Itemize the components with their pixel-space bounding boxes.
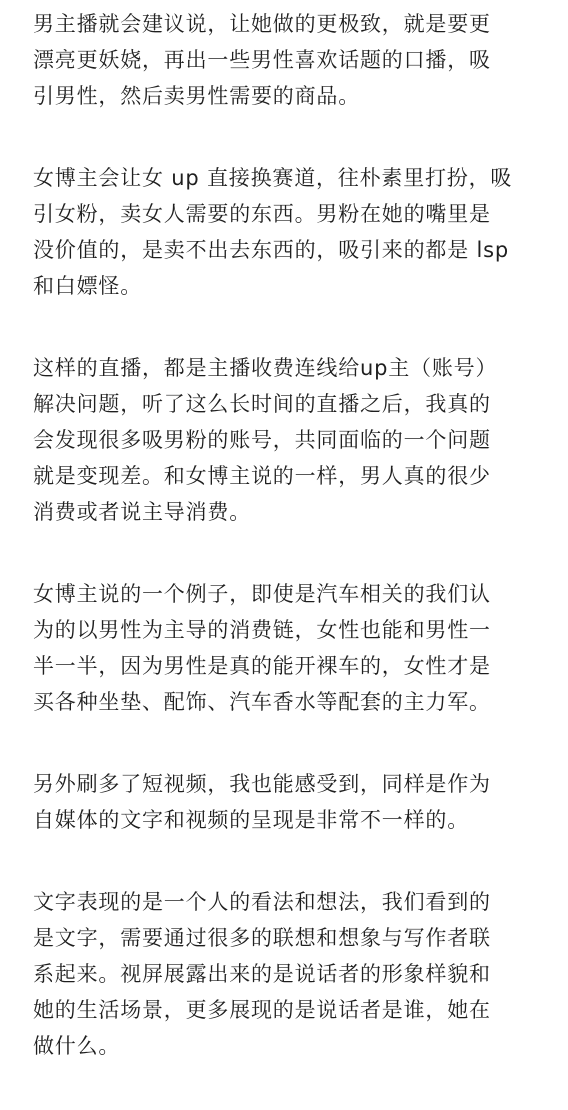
paragraph-line: 男主播就会建议说，让她做的更极致，就是要更: [33, 12, 491, 36]
article-paragraph: [33, 160, 538, 304]
paragraph-line: 没价值的，是卖不出去东西的，吸引来的都是 lsp: [33, 238, 509, 262]
paragraph-line: 为的以男性为主导的消费链，女性也能和男性一: [33, 618, 491, 642]
paragraph-line: 漂亮更妖娆，再出一些男性喜欢话题的口播，吸: [33, 48, 491, 72]
paragraph-line: 和白嫖怪。: [33, 274, 142, 298]
paragraph-line: 女博主说的一个例子，即使是汽车相关的我们认: [33, 582, 491, 606]
article-body: [33, 6, 538, 1110]
paragraph-line: 女博主会让女 up 直接换赛道，往朴素里打扮，吸: [33, 166, 513, 190]
paragraph-line: 解决问题，听了这么长时间的直播之后，我真的: [33, 392, 491, 416]
paragraph-line: 自媒体的文字和视频的呈现是非常不一样的。: [33, 808, 469, 832]
paragraph-line: 做什么。: [33, 1034, 121, 1058]
paragraph-line: 另外刷多了短视频，我也能感受到，同样是作为: [33, 772, 491, 796]
paragraph-line: 引女粉，卖女人需要的东西。男粉在她的嘴里是: [33, 202, 491, 226]
paragraph-line: 消费或者说主导消费。: [33, 500, 251, 524]
paragraph-line: 她的生活场景，更多展现的是说话者是谁，她在: [33, 998, 491, 1022]
article-paragraph: [33, 6, 538, 114]
article-paragraph: [33, 350, 538, 530]
article-paragraph: [33, 576, 538, 720]
paragraph-line: 会发现很多吸男粉的账号，共同面临的一个问题: [33, 428, 491, 452]
paragraph-line: 买各种坐垫、配饰、汽车香水等配套的主力军。: [33, 690, 491, 714]
article-paragraph: [33, 766, 538, 838]
paragraph-line: 是文字，需要通过很多的联想和想象与写作者联: [33, 926, 491, 950]
paragraph-line: 系起来。视屏展露出来的是说话者的形象样貌和: [33, 962, 491, 986]
paragraph-line: 半一半，因为男性是真的能开裸车的，女性才是: [33, 654, 491, 678]
article-paragraph: [33, 884, 538, 1064]
paragraph-line: 这样的直播，都是主播收费连线给up主（账号）: [33, 356, 498, 380]
paragraph-line: 文字表现的是一个人的看法和想法，我们看到的: [33, 890, 491, 914]
paragraph-line: 就是变现差。和女博主说的一样，男人真的很少: [33, 464, 491, 488]
paragraph-line: 引男性，然后卖男性需要的商品。: [33, 84, 360, 108]
